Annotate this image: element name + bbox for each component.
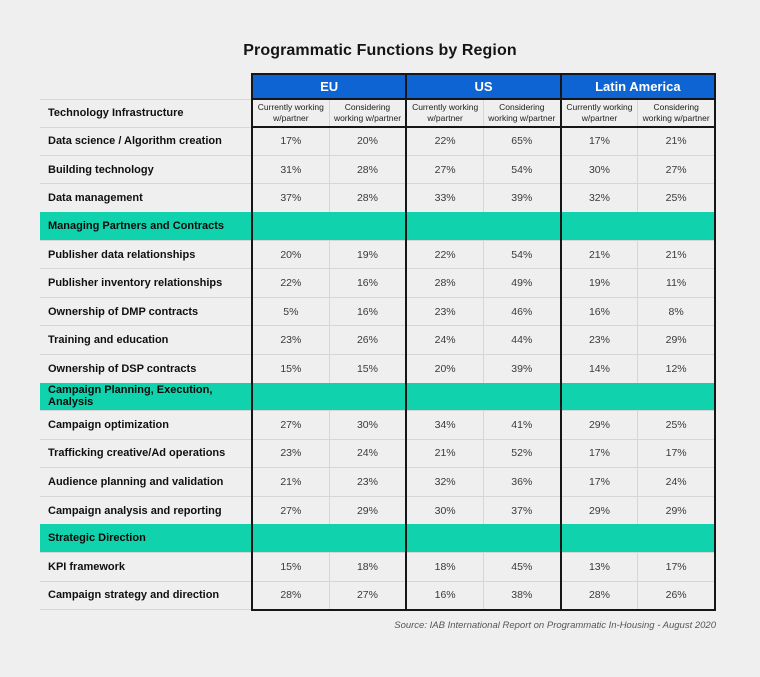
cell-value: 30%	[406, 496, 483, 524]
section-cell	[252, 212, 329, 240]
table-row	[40, 411, 715, 439]
cell-value: 31%	[252, 155, 329, 183]
cell-value: 30%	[329, 411, 406, 439]
section-cell	[638, 212, 715, 240]
source-note: Source: IAB International Report on Programmatic In-Housing - August 2020	[394, 619, 716, 631]
cell-value: 20%	[329, 127, 406, 155]
cell-value: 23%	[252, 439, 329, 467]
section-cell	[406, 383, 483, 411]
table-row	[40, 184, 715, 212]
cell-value: 65%	[483, 127, 560, 155]
cell-value: 21%	[252, 468, 329, 496]
table-body	[40, 99, 715, 610]
subcolumn-header: Currently working w/partner	[561, 99, 638, 127]
section-label: Strategic Direction	[40, 524, 252, 552]
cell-value: 5%	[252, 297, 329, 325]
cell-value: 14%	[561, 354, 638, 382]
cell-value: 25%	[638, 411, 715, 439]
cell-value: 17%	[561, 127, 638, 155]
cell-value: 21%	[638, 241, 715, 269]
row-label: Training and education	[40, 326, 252, 354]
row-label: Campaign strategy and direction	[40, 581, 252, 609]
corner-empty-cell	[40, 74, 252, 99]
cell-value: 11%	[638, 269, 715, 297]
cell-value: 54%	[483, 241, 560, 269]
cell-value: 49%	[483, 269, 560, 297]
row-label: Publisher data relationships	[40, 241, 252, 269]
cell-value: 27%	[252, 411, 329, 439]
cell-value: 27%	[329, 581, 406, 609]
cell-value: 27%	[406, 155, 483, 183]
table-row	[40, 241, 715, 269]
cell-value: 17%	[252, 127, 329, 155]
cell-value: 33%	[406, 184, 483, 212]
cell-value: 17%	[638, 553, 715, 581]
cell-value: 23%	[252, 326, 329, 354]
cell-value: 39%	[483, 354, 560, 382]
table-row	[40, 553, 715, 581]
cell-value: 18%	[329, 553, 406, 581]
section-cell	[329, 383, 406, 411]
row-label: Trafficking creative/Ad operations	[40, 439, 252, 467]
cell-value: 28%	[252, 581, 329, 609]
table-row	[40, 269, 715, 297]
section-cell	[561, 524, 638, 552]
cell-value: 8%	[638, 297, 715, 325]
cell-value: 28%	[329, 184, 406, 212]
cell-value: 19%	[329, 241, 406, 269]
cell-value: 38%	[483, 581, 560, 609]
region-header-us: US	[406, 74, 560, 99]
table-row	[40, 127, 715, 155]
cell-value: 26%	[638, 581, 715, 609]
row-label: Data science / Algorithm creation	[40, 127, 252, 155]
cell-value: 44%	[483, 326, 560, 354]
cell-value: 29%	[638, 326, 715, 354]
cell-value: 24%	[406, 326, 483, 354]
section-cell	[252, 383, 329, 411]
cell-value: 30%	[561, 155, 638, 183]
table-row	[40, 468, 715, 496]
section-row	[40, 383, 715, 411]
cell-value: 24%	[638, 468, 715, 496]
subcolumn-header: Considering working w/partner	[638, 99, 715, 127]
section-cell	[561, 212, 638, 240]
cell-value: 15%	[252, 553, 329, 581]
row-label: Building technology	[40, 155, 252, 183]
cell-value: 21%	[561, 241, 638, 269]
section-cell	[638, 524, 715, 552]
section-cell	[406, 212, 483, 240]
cell-value: 16%	[561, 297, 638, 325]
section-cell	[329, 212, 406, 240]
region-header-eu: EU	[252, 74, 406, 99]
row-label: KPI framework	[40, 553, 252, 581]
region-header-latin-america: Latin America	[561, 74, 715, 99]
cell-value: 21%	[638, 127, 715, 155]
subcolumn-header: Currently working w/partner	[406, 99, 483, 127]
cell-value: 29%	[561, 411, 638, 439]
subcolumn-header: Considering working w/partner	[329, 99, 406, 127]
section-cell	[483, 212, 560, 240]
table-row	[40, 439, 715, 467]
cell-value: 37%	[252, 184, 329, 212]
cell-value: 34%	[406, 411, 483, 439]
cell-value: 15%	[329, 354, 406, 382]
table-row	[40, 297, 715, 325]
cell-value: 21%	[406, 439, 483, 467]
section-cell	[638, 383, 715, 411]
cell-value: 12%	[638, 354, 715, 382]
table-row	[40, 155, 715, 183]
row-label: Ownership of DMP contracts	[40, 297, 252, 325]
cell-value: 17%	[561, 468, 638, 496]
cell-value: 18%	[406, 553, 483, 581]
region-header-row	[40, 74, 715, 99]
subcolumn-header: Currently working w/partner	[252, 99, 329, 127]
cell-value: 22%	[406, 241, 483, 269]
section-cell	[329, 524, 406, 552]
subcolumn-header: Considering working w/partner	[483, 99, 560, 127]
cell-value: 16%	[329, 269, 406, 297]
section-label: Managing Partners and Contracts	[40, 212, 252, 240]
cell-value: 16%	[329, 297, 406, 325]
subheader-row	[40, 99, 715, 127]
cell-value: 22%	[252, 269, 329, 297]
section-cell	[483, 383, 560, 411]
section-cell	[406, 524, 483, 552]
row-label: Publisher inventory relationships	[40, 269, 252, 297]
section-label: Campaign Planning, Execution, Analysis	[40, 383, 252, 411]
section-cell	[252, 524, 329, 552]
row-label: Campaign analysis and reporting	[40, 496, 252, 524]
cell-value: 16%	[406, 581, 483, 609]
cell-value: 41%	[483, 411, 560, 439]
cell-value: 36%	[483, 468, 560, 496]
cell-value: 39%	[483, 184, 560, 212]
page-title: Programmatic Functions by Region	[243, 42, 517, 59]
cell-value: 28%	[561, 581, 638, 609]
table-row	[40, 326, 715, 354]
cell-value: 23%	[406, 297, 483, 325]
cell-value: 32%	[406, 468, 483, 496]
cell-value: 20%	[252, 241, 329, 269]
cell-value: 19%	[561, 269, 638, 297]
table-row	[40, 496, 715, 524]
cell-value: 26%	[329, 326, 406, 354]
row-label: Audience planning and validation	[40, 468, 252, 496]
row-label: Ownership of DSP contracts	[40, 354, 252, 382]
cell-value: 15%	[252, 354, 329, 382]
cell-value: 29%	[638, 496, 715, 524]
section-cell	[483, 524, 560, 552]
cell-value: 37%	[483, 496, 560, 524]
cell-value: 25%	[638, 184, 715, 212]
section-row	[40, 524, 715, 552]
cell-value: 22%	[406, 127, 483, 155]
cell-value: 32%	[561, 184, 638, 212]
row-label: Campaign optimization	[40, 411, 252, 439]
row-label: Data management	[40, 184, 252, 212]
cell-value: 13%	[561, 553, 638, 581]
cell-value: 27%	[638, 155, 715, 183]
cell-value: 17%	[638, 439, 715, 467]
cell-value: 52%	[483, 439, 560, 467]
cell-value: 28%	[406, 269, 483, 297]
region-table	[40, 73, 716, 611]
cell-value: 45%	[483, 553, 560, 581]
cell-value: 20%	[406, 354, 483, 382]
cell-value: 46%	[483, 297, 560, 325]
table-row	[40, 581, 715, 609]
cell-value: 27%	[252, 496, 329, 524]
cell-value: 28%	[329, 155, 406, 183]
cell-value: 29%	[561, 496, 638, 524]
section-cell	[561, 383, 638, 411]
cell-value: 29%	[329, 496, 406, 524]
cell-value: 23%	[561, 326, 638, 354]
corner-group-label: Technology Infrastructure	[40, 99, 252, 127]
cell-value: 17%	[561, 439, 638, 467]
cell-value: 54%	[483, 155, 560, 183]
section-row	[40, 212, 715, 240]
cell-value: 23%	[329, 468, 406, 496]
cell-value: 24%	[329, 439, 406, 467]
table-row	[40, 354, 715, 382]
